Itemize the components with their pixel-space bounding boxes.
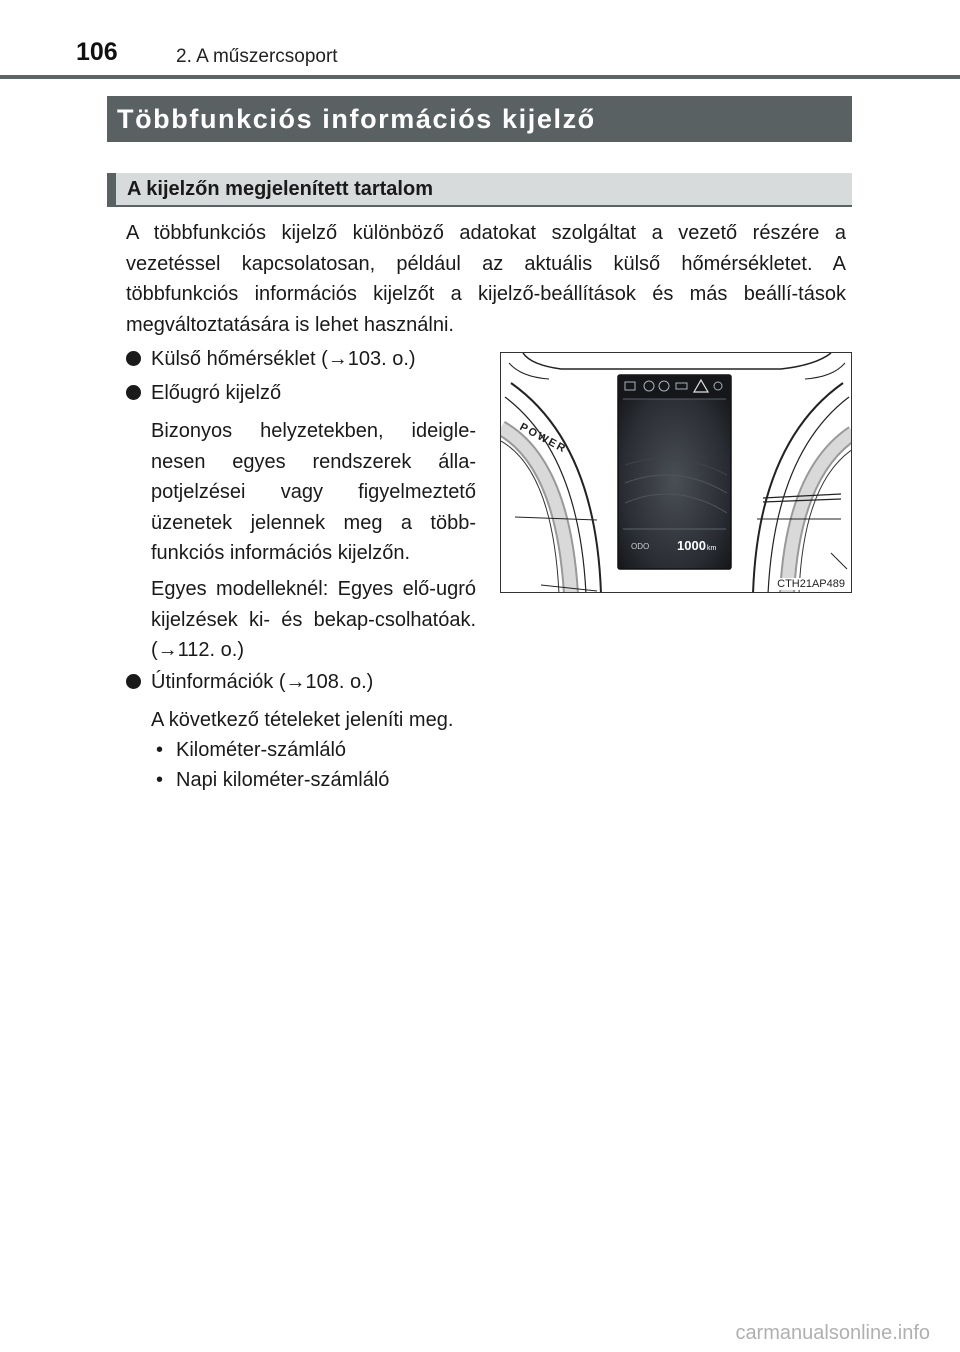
bullet-outside-temperature bbox=[126, 344, 416, 374]
bullet-icon bbox=[126, 674, 141, 689]
bullet-popup-display bbox=[126, 378, 281, 408]
popup-description: Bizonyos helyzetekben, ideigle-nesen egyes rendszerek álla-potjelzései vagy figyelmeztető üzenetek jelennek meg a több-funkciós információs kijelzőn. bbox=[151, 420, 476, 564]
trip-item-text: Kilométer-számláló bbox=[176, 739, 347, 761]
trip-description: A következő tételeket jeleníti meg. bbox=[151, 709, 454, 731]
chapter-title: 2. A műszercsoport bbox=[176, 46, 338, 67]
subsection-banner bbox=[107, 173, 852, 207]
odometer-value: 1000 bbox=[677, 538, 706, 553]
instrument-cluster-illustration bbox=[501, 353, 852, 593]
subsection-accent-bar bbox=[107, 173, 116, 205]
watermark: carmanualsonline.info bbox=[735, 1322, 930, 1344]
section-title: Többfunkciós információs kijelző bbox=[117, 104, 596, 134]
popup-model-note: Egyes modelleknél: Egyes elő-ugró kijelzések ki- és bekap-csolhatóak. (→112. o.) bbox=[151, 578, 476, 661]
intro-paragraph: A többfunkciós kijelző különböző adatokat szolgáltat a vezető részére a vezetéssel kapcsolatosan, például az aktuális külső hőmérsékletet. A többfunkciós információs kijelzőt a kijelző-beállítások és más beállí-tások megváltoztatására is lehet használni. bbox=[126, 222, 846, 336]
subsection-title: A kijelzőn megjelenített tartalom bbox=[127, 178, 433, 200]
trip-item-text: Napi kilométer-számláló bbox=[176, 769, 390, 791]
header-divider bbox=[0, 75, 960, 79]
bullet-icon bbox=[126, 385, 141, 400]
bullet-text: Előugró kijelző bbox=[151, 382, 282, 404]
power-gauge-label: POWER bbox=[517, 421, 569, 456]
trip-item-trip-meter: • Napi kilométer-számláló bbox=[156, 769, 390, 791]
figure-code: CTH21AP489 bbox=[777, 578, 845, 590]
bullet-icon bbox=[126, 351, 141, 366]
bullet-trip-information bbox=[126, 667, 373, 697]
trip-item-odometer: • Kilométer-számláló bbox=[156, 739, 347, 761]
odometer-label: ODO bbox=[631, 542, 650, 551]
odometer-unit: km bbox=[707, 545, 717, 552]
instrument-cluster-figure bbox=[500, 352, 852, 593]
bullet-text: Útinformációk (→108. o.) bbox=[151, 671, 374, 693]
section-title-banner bbox=[107, 96, 852, 142]
bullet-text: Külső hőmérséklet (→103. o.) bbox=[151, 348, 416, 370]
page-number: 106 bbox=[76, 38, 118, 66]
